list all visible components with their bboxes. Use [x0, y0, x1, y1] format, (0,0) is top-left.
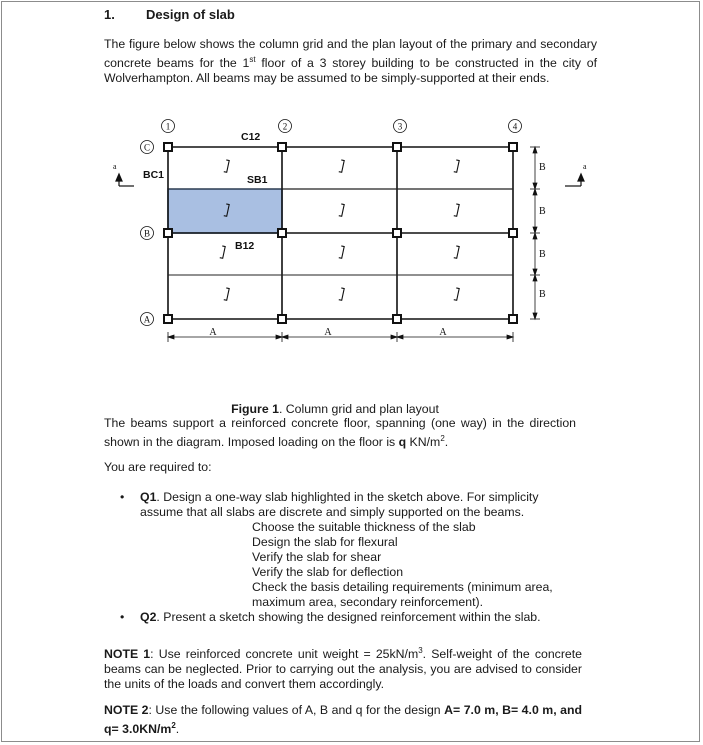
- label-c12: C12: [241, 131, 261, 143]
- loading-text: The beams support a reinforced concrete floor, spanning (one way) in the direction shown in the diagram. Imposed loading on the floor is: [104, 416, 576, 450]
- intro-sup: st: [249, 55, 256, 64]
- intro-text-a: The figure below shows the column grid and the plan layout of the primary and secondary concrete beams for the 1: [104, 37, 597, 71]
- intro-paragraph: [104, 37, 597, 86]
- dim-b-1: B: [539, 162, 546, 173]
- question-q1: [120, 490, 580, 610]
- dim-b-3: B: [539, 249, 546, 260]
- grid-letter-b: B: [143, 228, 151, 239]
- q1-subitems: [140, 520, 580, 610]
- intro-text-b: floor of a 3 storey building to be constructed in the city of Wolverhampton. All beams may be assumed to be simply-supported at their ends.: [104, 56, 597, 86]
- note2-label: NOTE 2: [104, 703, 149, 717]
- note2-end: .: [175, 722, 180, 737]
- highlighted-slab: [168, 189, 282, 233]
- note1-sup: 3: [418, 646, 423, 655]
- loading-unit-sup: 2: [440, 434, 445, 443]
- grid-number-3: 3: [397, 121, 403, 132]
- loading-end: .: [444, 435, 449, 450]
- question-q2: [120, 610, 580, 625]
- caption-label: Figure 1: [231, 402, 279, 416]
- note-1: [104, 643, 582, 692]
- loading-unit: KN/m: [406, 435, 441, 450]
- dim-b-4: B: [539, 289, 546, 300]
- q1-item-3: Verify the slab for shear: [252, 550, 382, 564]
- grid-number-2: 2: [282, 121, 288, 132]
- bottom-dimension-line: [168, 332, 513, 342]
- note2-sup: 2: [171, 721, 176, 730]
- q2-label: Q2: [140, 610, 157, 624]
- bullet-dot-icon: •: [120, 490, 125, 504]
- dim-a-2: A: [324, 327, 332, 338]
- label-bc1: BC1: [143, 169, 165, 181]
- section-cut-right: [565, 174, 584, 186]
- primary-beams: [168, 147, 513, 319]
- note1-label: NOTE 1: [104, 647, 151, 662]
- question-list: [120, 490, 580, 625]
- dim-a-3: A: [439, 327, 447, 338]
- note1-text-b: . Self-weight of the concrete beams can be neglected. Prior to carrying out the analysis, you are advised to consider the units of the loads and convert them accordingly.: [104, 647, 583, 692]
- section-heading: [104, 7, 235, 22]
- grid-letter-a: A: [143, 314, 151, 325]
- loading-paragraph: [104, 416, 576, 450]
- q1-item-2: Design the slab for flexural: [252, 535, 398, 549]
- column-grid-plan: [0, 110, 703, 360]
- section-title: Design of slab: [146, 7, 235, 22]
- section-cut-left: [116, 174, 134, 186]
- q1-label: Q1: [140, 490, 157, 504]
- section-label-left: a: [113, 162, 117, 171]
- note-2: [104, 703, 582, 737]
- label-sb1: SB1: [247, 174, 268, 186]
- required-paragraph: You are required to:: [104, 460, 212, 474]
- dim-a-1: A: [209, 327, 217, 338]
- q1-text: . Design a one-way slab highlighted in the sketch above. For simplicity assume that all slabs are discrete and simply supported on the beams.: [140, 490, 539, 519]
- section-label-right: a: [583, 162, 587, 171]
- figure-caption: [104, 402, 566, 416]
- q1-item-5: Check the basis detailing requirements (minimum area, maximum area, secondary reinforcement).: [252, 580, 553, 609]
- label-b12: B12: [235, 240, 255, 252]
- note2-text: : Use the following values of A, B and q for the design: [148, 703, 445, 717]
- note2-values-a: A= 7.0 m, B= 4.0 m,: [444, 703, 557, 717]
- q1-item-1: Choose the suitable thickness of the slab: [252, 520, 476, 534]
- bullet-dot-icon: •: [120, 610, 125, 624]
- grid-number-4: 4: [512, 121, 518, 132]
- q1-item-4: Verify the slab for deflection: [252, 565, 404, 579]
- dim-b-2: B: [539, 206, 546, 217]
- note1-text-a: : Use reinforced concrete unit weight = 25kN/m: [150, 647, 419, 662]
- q2-text: . Present a sketch showing the designed reinforcement within the slab.: [156, 610, 541, 624]
- loading-q: q: [398, 435, 407, 450]
- section-number: 1.: [104, 7, 115, 22]
- grid-number-1: 1: [165, 121, 171, 132]
- note2-values-b: and q= 3.0KN/m: [104, 703, 582, 737]
- grid-letter-c: C: [143, 142, 151, 153]
- caption-text: . Column grid and plan layout: [278, 402, 439, 416]
